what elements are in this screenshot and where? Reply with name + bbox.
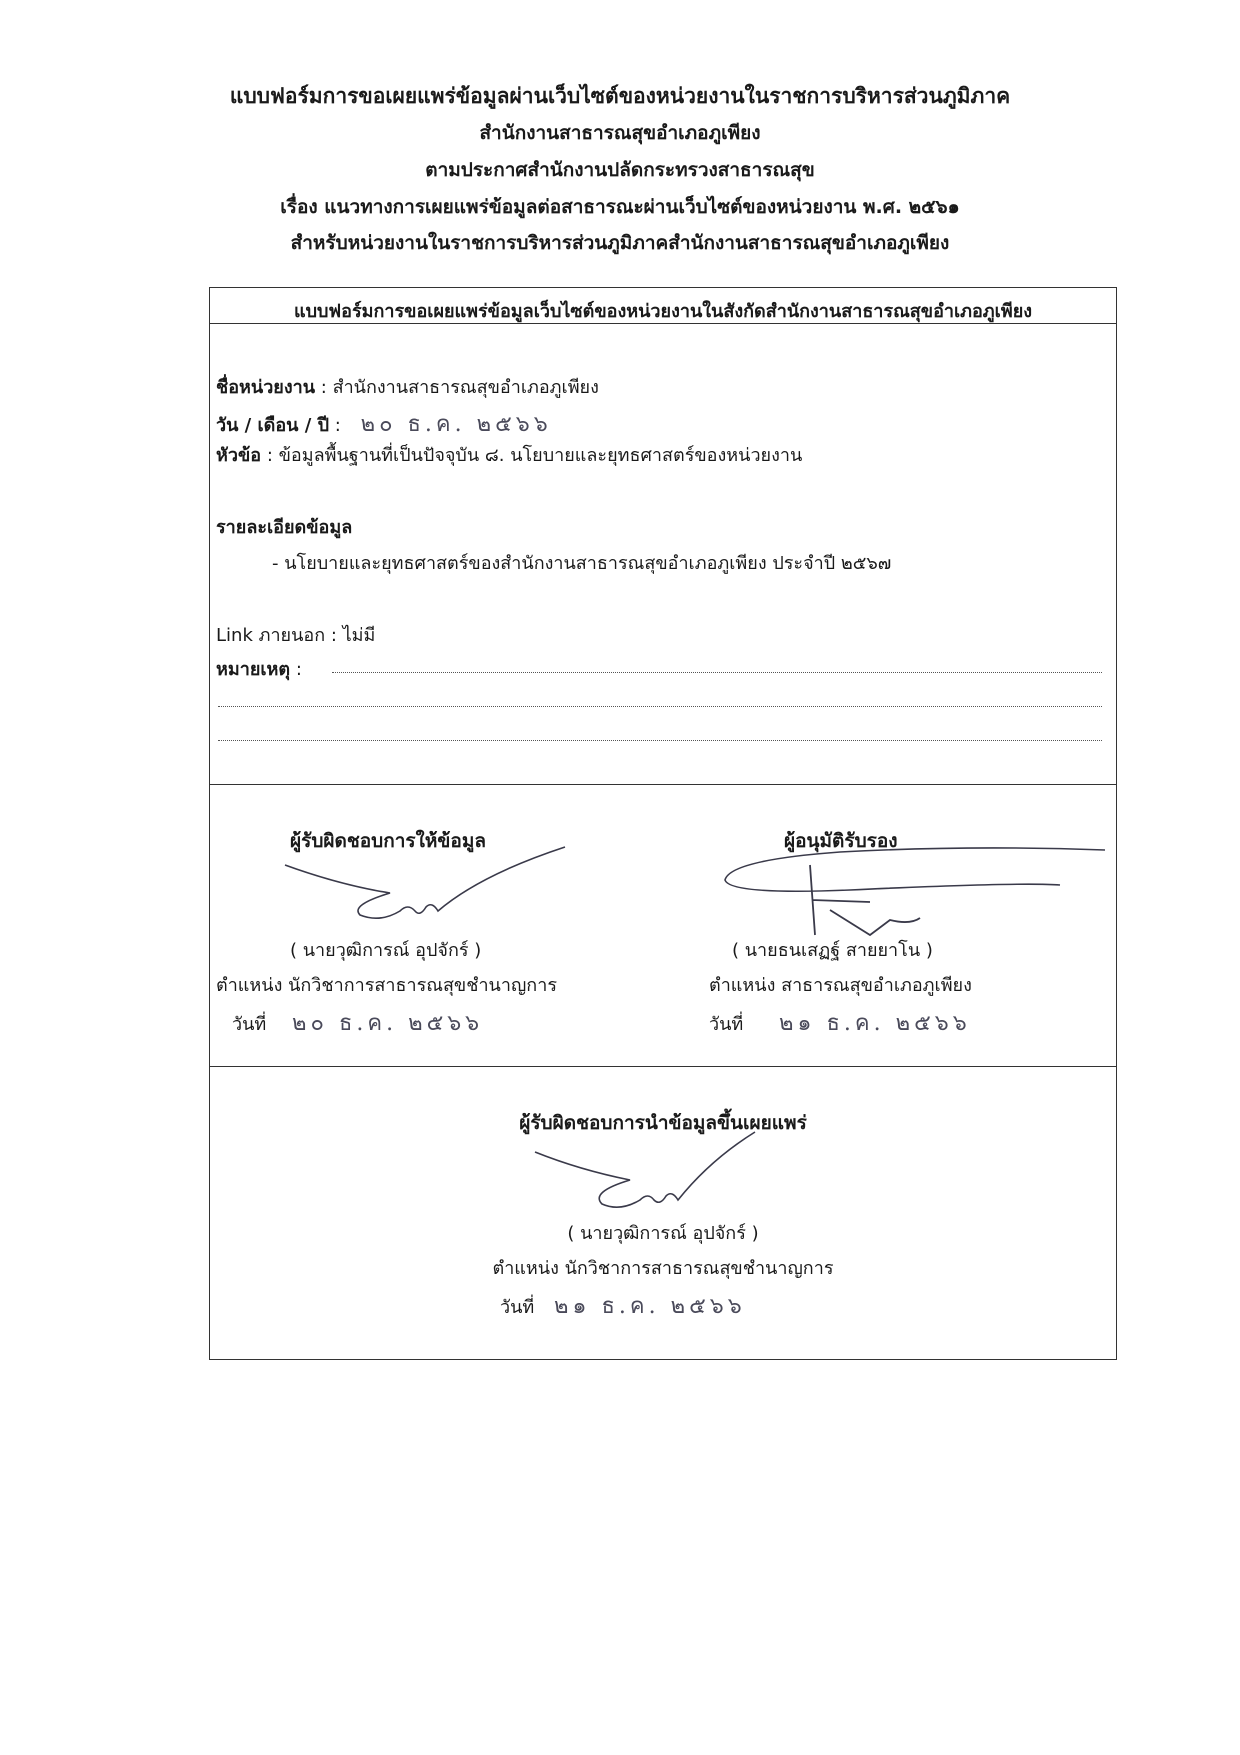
provider-title: ผู้รับผิดชอบการให้ข้อมูล xyxy=(290,830,486,852)
publisher-signature xyxy=(530,1130,760,1215)
note-dotted-line-2 xyxy=(218,706,1102,707)
provider-date-value: ๒๐ ธ.ค. ๒๕๖๖ xyxy=(292,1011,484,1036)
date-label: วัน / เดือน / ปี xyxy=(216,415,330,436)
header-office: สำนักงานสาธารณสุขอำเภอภูเพียง xyxy=(479,122,761,144)
form-box-title: แบบฟอร์มการขอเผยแพร่ข้อมูลเว็บไซต์ของหน่วยงานในสังกัดสำนักงานสาธารณสุขอำเภอภูเพียง xyxy=(293,301,1033,322)
approver-title: ผู้อนุมัติรับรอง xyxy=(784,830,898,852)
approver-signature xyxy=(720,840,1110,940)
section-divider-1 xyxy=(209,784,1117,785)
header-scope: สำหรับหน่วยงานในราชการบริหารส่วนภูมิภาคสำนักงานสาธารณสุขอำเภอภูเพียง xyxy=(290,232,950,254)
publisher-title: ผู้รับผิดชอบการนำข้อมูลขึ้นเผยแพร่ xyxy=(519,1112,807,1134)
details-label: รายละเอียดข้อมูล xyxy=(216,517,353,538)
note-dotted-line-3 xyxy=(218,740,1102,741)
provider-position: ตำแหน่ง นักวิชาการสาธารณสุขชำนาญการ xyxy=(216,975,557,996)
date-colon: : xyxy=(334,415,341,436)
topic-label: หัวข้อ xyxy=(216,445,262,466)
header-subject: เรื่อง แนวทางการเผยแพร่ข้อมูลต่อสาธารณะผ่านเว็บไซต์ของหน่วยงาน พ.ศ. ๒๕๖๑ xyxy=(280,196,960,218)
publisher-date xyxy=(500,1288,746,1323)
topic-value: : ข้อมูลพื้นฐานที่เป็นปัจจุบัน ๘. นโยบายและยุทธศาสตร์ของหน่วยงาน xyxy=(266,445,803,466)
date-value: ๒๐ ธ.ค. ๒๕๖๖ xyxy=(360,412,552,437)
note-label: หมายเหตุ xyxy=(216,659,291,680)
details-item: - นโยบายและยุทธศาสตร์ของสำนักงานสาธารณสุขอำเภอภูเพียง ประจำปี ๒๕๖๗ xyxy=(272,553,892,574)
publisher-name: ( นายวุฒิการณ์ อุปจักร์ ) xyxy=(567,1223,759,1244)
unit-value: : สำนักงานสาธารณสุขอำเภอภูเพียง xyxy=(320,377,599,398)
header-announcement: ตามประกาศสำนักงานปลัดกระทรวงสาธารณสุข xyxy=(425,159,815,181)
approver-date-value: ๒๑ ธ.ค. ๒๕๖๖ xyxy=(779,1011,971,1036)
section-divider-2 xyxy=(209,1066,1117,1067)
approver-name: ( นายธนเสฏฐ์ สายยาโน ) xyxy=(732,940,933,961)
approver-date xyxy=(709,1005,971,1040)
approver-position: ตำแหน่ง สาธารณสุขอำเภอภูเพียง xyxy=(709,975,972,996)
provider-date-label: วันที่ xyxy=(232,1014,267,1035)
provider-signature xyxy=(280,845,570,925)
note-dotted-line-1 xyxy=(332,672,1102,673)
unit-field xyxy=(216,372,599,401)
note-colon: : xyxy=(295,659,302,680)
unit-label: ชื่อหน่วยงาน xyxy=(216,377,316,398)
document-title: แบบฟอร์มการขอเผยแพร่ข้อมูลผ่านเว็บไซต์ของหน่วยงานในราชการบริหารส่วนภูมิภาค xyxy=(229,84,1011,108)
publisher-date-value: ๒๑ ธ.ค. ๒๕๖๖ xyxy=(554,1294,746,1319)
provider-date xyxy=(232,1005,483,1040)
publisher-position: ตำแหน่ง นักวิชาการสาธารณสุขชำนาญการ xyxy=(492,1258,834,1279)
external-link: Link ภายนอก : ไม่มี xyxy=(216,625,376,646)
note-field xyxy=(216,654,302,683)
publisher-date-label: วันที่ xyxy=(500,1297,535,1318)
provider-name: ( นายวุฒิการณ์ อุปจักร์ ) xyxy=(290,940,482,961)
date-field xyxy=(216,406,552,441)
topic-field xyxy=(216,440,802,469)
approver-date-label: วันที่ xyxy=(709,1014,744,1035)
